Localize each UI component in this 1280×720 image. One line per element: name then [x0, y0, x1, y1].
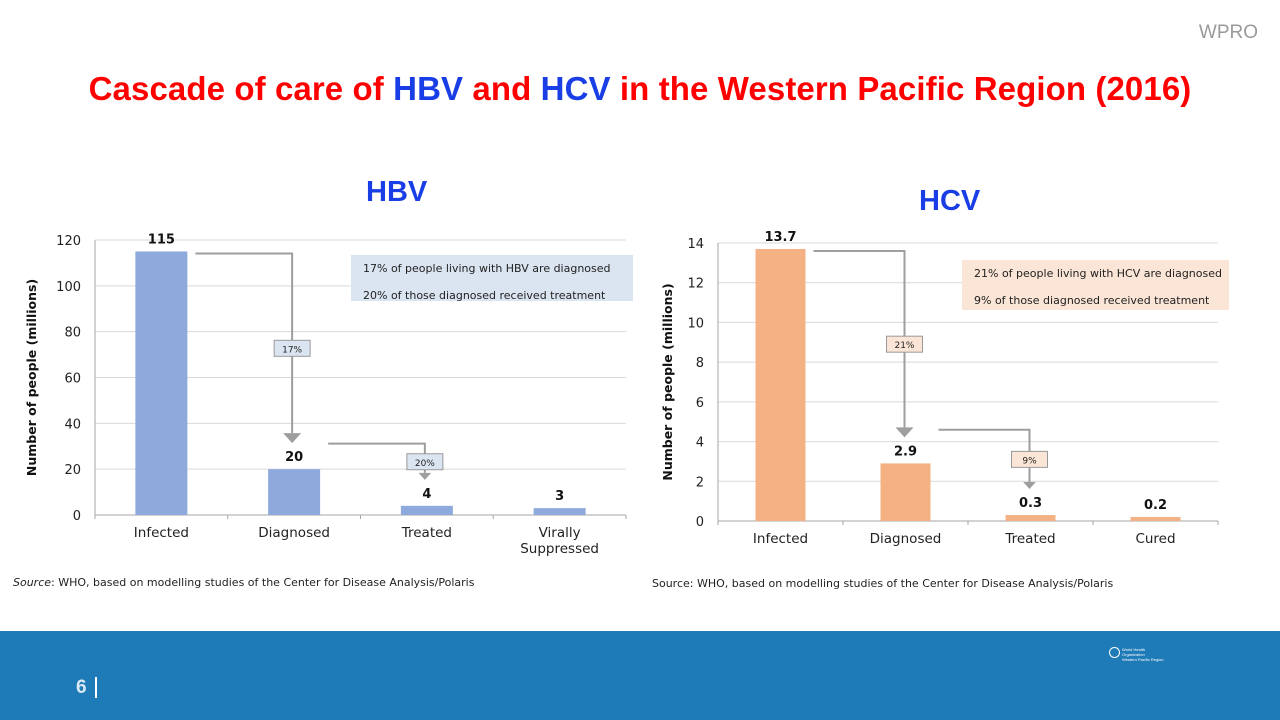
hcv-ytick-label: 8 [695, 356, 704, 372]
hcv-annotation-text: 9% of those diagnosed received treatment [974, 294, 1210, 307]
hcv-data-label: 2.9 [893, 444, 918, 460]
hcv-bar-treated [1006, 515, 1056, 521]
hcv-annotation-text: 21% of people living with HCV are diagnosed [974, 267, 1222, 280]
hbv-ytick-label: 100 [56, 279, 81, 295]
hbv-bar-treated [401, 506, 453, 515]
hcv-ytick-label: 14 [687, 237, 704, 252]
hbv-cascade-chart [0, 225, 640, 565]
hcv-ytick-label: 2 [695, 475, 704, 491]
hbv-ytick-label: 60 [64, 371, 81, 387]
footer-bar [0, 631, 1280, 720]
hcv-ytick-label: 6 [695, 395, 704, 411]
hcv-data-label: 13.7 [764, 229, 797, 245]
slide-title [0, 70, 1280, 108]
hbv-ytick-label: 80 [64, 325, 81, 341]
hcv-arrowhead-icon [1023, 482, 1036, 489]
logo-line-2: Organization [1122, 652, 1145, 657]
hbv-data-label: 3 [555, 489, 565, 505]
hbv-arrowhead-icon [419, 473, 432, 480]
hcv-category-label: Diagnosed [869, 531, 942, 547]
hbv-ytick-label: 40 [64, 417, 81, 433]
hbv-annotation-text: 17% of people living with HBV are diagnosed [363, 262, 611, 275]
hcv-arrow-label: 21% [894, 341, 915, 352]
title-part-hcv: HCV [540, 70, 611, 107]
title-part-5: in the Western Pacific Region (2016) [610, 70, 1192, 107]
hcv-chart-heading: HCV [919, 185, 981, 217]
hcv-category-label: Infected [752, 531, 809, 547]
who-emblem-icon [1109, 647, 1120, 658]
wpro-tag: WPRO [1198, 22, 1258, 43]
hbv-category-label: Diagnosed [258, 525, 330, 541]
hcv-ytick-label: 0 [695, 515, 704, 530]
hcv-bar-diagnosed [881, 463, 931, 521]
hbv-category-label: Treated [401, 525, 453, 541]
hbv-category-label: Infected [133, 525, 189, 541]
hbv-data-label: 20 [285, 450, 304, 466]
page-number-divider [95, 677, 97, 698]
hbv-bar-virally-suppressed [534, 508, 586, 515]
hbv-source-text: : WHO, based on modelling studies of the Center for Disease Analysis/Polaris [51, 576, 475, 589]
hcv-data-label: 0.2 [1143, 498, 1168, 514]
title-part-3: and [463, 70, 541, 107]
hcv-category-label: Treated [1005, 531, 1056, 547]
hcv-bar-cured [1131, 517, 1181, 521]
hbv-annotation-text: 20% of those diagnosed received treatment [363, 289, 606, 302]
hcv-arrow-label: 9% [1022, 456, 1037, 467]
logo-line-1: World Health [1122, 647, 1146, 652]
hbv-source-prefix: Source [13, 576, 52, 589]
hbv-category-label: Suppressed [520, 541, 600, 557]
hbv-bar-diagnosed [268, 469, 320, 515]
hcv-y-axis-label: Number of people (millions) [660, 283, 675, 481]
hbv-arrowhead-icon [283, 433, 301, 443]
logo-line-3: Western Pacific Region [1122, 657, 1164, 662]
hbv-y-axis-label: Number of people (millions) [24, 278, 39, 477]
hcv-source-note: Source: WHO, based on modelling studies of the Center for Disease Analysis/Polaris [652, 577, 1114, 590]
hbv-category-label: Virally [538, 525, 581, 541]
hbv-arrow-label: 17% [282, 345, 303, 356]
hbv-ytick-label: 0 [72, 509, 81, 524]
hbv-ytick-label: 120 [56, 234, 81, 249]
who-logo [1109, 646, 1164, 662]
hcv-ytick-label: 4 [695, 435, 704, 451]
hcv-bar-infected [756, 249, 806, 521]
hcv-ytick-label: 10 [687, 316, 704, 332]
title-part-1: Cascade of care of [88, 70, 394, 107]
hbv-bar-infected [135, 251, 187, 515]
hbv-arrow-label: 20% [414, 458, 435, 469]
hcv-cascade-chart [640, 225, 1280, 565]
hbv-data-label: 4 [422, 486, 432, 502]
hbv-chart-heading: HBV [366, 176, 428, 208]
page-number: 6 [76, 677, 87, 698]
hbv-ytick-label: 20 [64, 463, 81, 479]
hcv-ytick-label: 12 [687, 276, 704, 292]
title-part-hbv: HBV [393, 70, 464, 107]
hcv-category-label: Cured [1135, 531, 1176, 547]
hcv-data-label: 0.3 [1018, 496, 1043, 512]
hbv-source-note [13, 576, 474, 589]
hcv-arrowhead-icon [896, 427, 914, 437]
hbv-data-label: 115 [147, 232, 175, 248]
